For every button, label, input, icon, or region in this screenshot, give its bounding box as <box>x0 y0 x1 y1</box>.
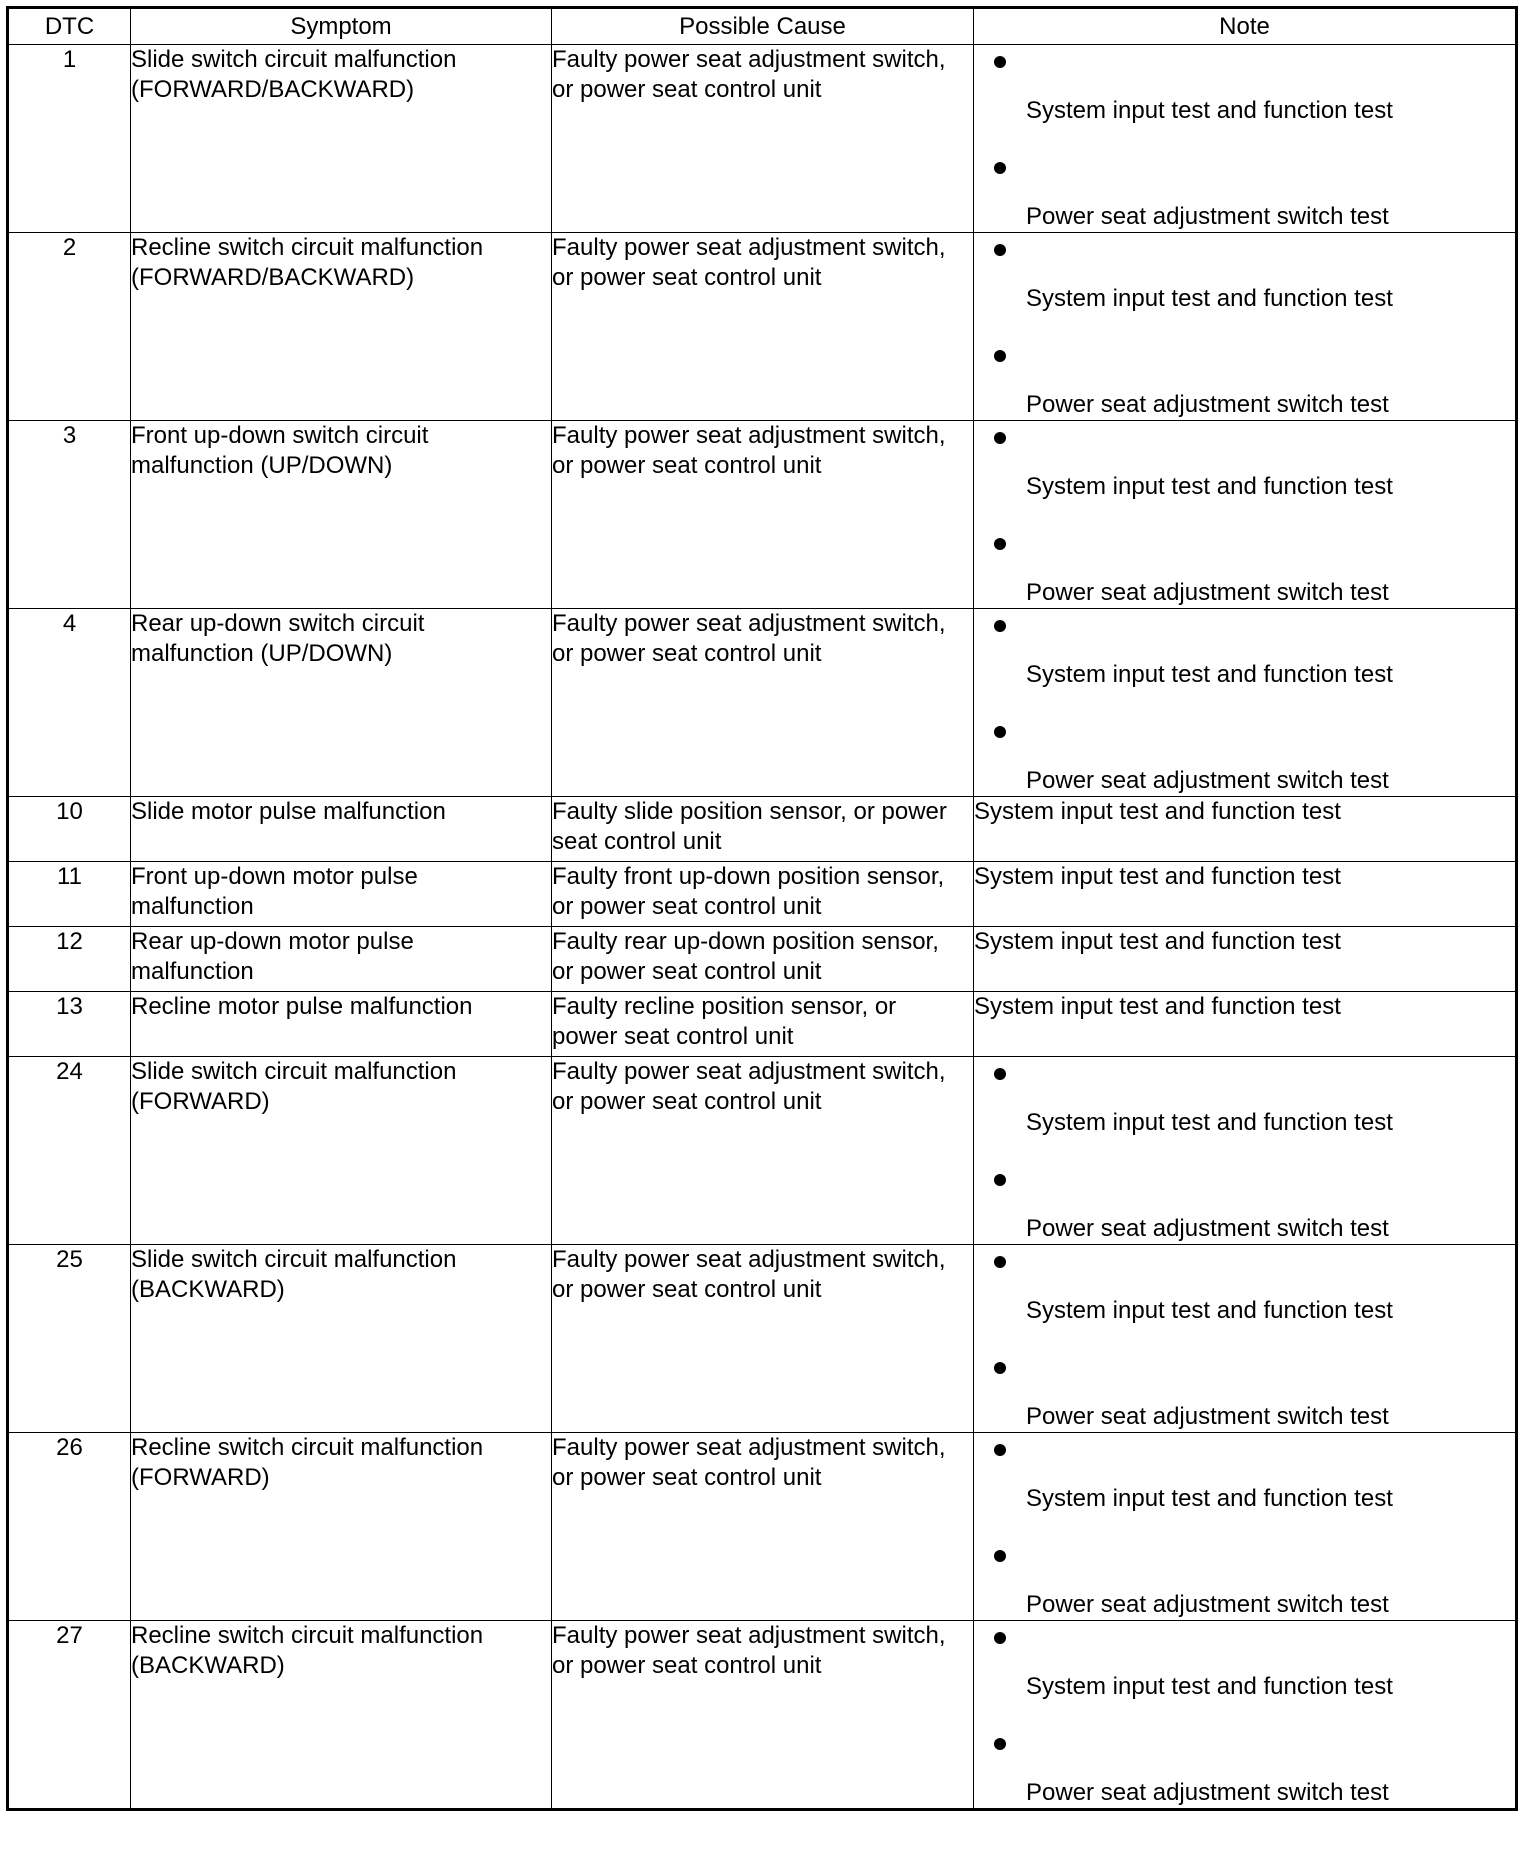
table-row <box>8 992 1517 1057</box>
cause-line: or power seat control unit <box>552 452 822 479</box>
note-item: Power seat adjustment switch test <box>1026 1215 1389 1242</box>
note-cell: System input test and function test <box>974 992 1517 1057</box>
note-cell: System input test and function test <box>974 862 1517 927</box>
symptom-line: Slide motor pulse malfunction <box>131 798 446 825</box>
symptom-line: Recline motor pulse malfunction <box>131 993 473 1020</box>
note-list <box>974 1245 1515 1432</box>
symptom-cell <box>131 233 552 421</box>
header-dtc: DTC <box>8 8 131 45</box>
dtc-table <box>6 6 1518 1811</box>
note-cell: System input test and function test <box>974 797 1517 862</box>
symptom-line: Recline switch circuit malfunction <box>131 1622 484 1649</box>
cause-line: Faulty front up-down position sensor, <box>552 863 945 890</box>
cause-line: or power seat control unit <box>552 76 822 103</box>
cause-line: Faulty power seat adjustment switch, <box>552 610 946 637</box>
cause-line: Faulty power seat adjustment switch, <box>552 422 946 449</box>
note-list <box>974 1057 1515 1244</box>
symptom-cell <box>131 1433 552 1621</box>
note-item: System input test and function test <box>1026 1297 1393 1324</box>
note-cell <box>974 1621 1517 1810</box>
bullet-icon <box>994 244 1006 256</box>
symptom-line: (BACKWARD) <box>131 1276 285 1303</box>
bullet-icon <box>994 1550 1006 1562</box>
symptom-cell <box>131 609 552 797</box>
cause-line: or power seat control unit <box>552 1464 822 1491</box>
symptom-cell <box>131 797 552 862</box>
table-row <box>8 421 1517 609</box>
symptom-line: (FORWARD/BACKWARD) <box>131 76 415 103</box>
dtc-code: 10 <box>8 797 131 862</box>
table-row <box>8 45 1517 233</box>
note-cell <box>974 233 1517 421</box>
dtc-code: 1 <box>8 45 131 233</box>
cause-cell <box>552 862 974 927</box>
bullet-icon <box>994 350 1006 362</box>
cause-cell <box>552 421 974 609</box>
cause-line: Faulty recline position sensor, or <box>552 993 897 1020</box>
symptom-cell <box>131 45 552 233</box>
cause-cell <box>552 1621 974 1810</box>
cause-cell <box>552 927 974 992</box>
bullet-icon <box>994 162 1006 174</box>
bullet-icon <box>994 56 1006 68</box>
bullet-icon <box>994 1738 1006 1750</box>
bullet-icon <box>994 1174 1006 1186</box>
dtc-code: 12 <box>8 927 131 992</box>
cause-cell <box>552 45 974 233</box>
bullet-icon <box>994 538 1006 550</box>
dtc-code: 13 <box>8 992 131 1057</box>
cause-line: or power seat control unit <box>552 1652 822 1679</box>
symptom-line: Front up-down motor pulse <box>131 863 418 890</box>
note-item: Power seat adjustment switch test <box>1026 203 1389 230</box>
note-item: Power seat adjustment switch test <box>1026 579 1389 606</box>
cause-line: power seat control unit <box>552 1023 794 1050</box>
symptom-line: Slide switch circuit malfunction <box>131 46 457 73</box>
note-item: System input test and function test <box>1026 285 1393 312</box>
symptom-line: (FORWARD) <box>131 1088 270 1115</box>
header-symptom: Symptom <box>131 8 552 45</box>
bullet-icon <box>994 432 1006 444</box>
cause-line: Faulty power seat adjustment switch, <box>552 1434 946 1461</box>
cause-line: or power seat control unit <box>552 893 822 920</box>
header-possible-cause: Possible Cause <box>552 8 974 45</box>
symptom-line: (FORWARD) <box>131 1464 270 1491</box>
cause-line: Faulty rear up-down position sensor, <box>552 928 939 955</box>
symptom-cell <box>131 992 552 1057</box>
note-item: Power seat adjustment switch test <box>1026 391 1389 418</box>
symptom-line: malfunction <box>131 893 254 920</box>
symptom-cell <box>131 927 552 992</box>
note-cell <box>974 421 1517 609</box>
table-row <box>8 609 1517 797</box>
cause-line: or power seat control unit <box>552 958 822 985</box>
note-item: System input test and function test <box>1026 1109 1393 1136</box>
note-item: Power seat adjustment switch test <box>1026 767 1389 794</box>
note-item: System input test and function test <box>1026 1673 1393 1700</box>
note-cell: System input test and function test <box>974 927 1517 992</box>
note-item: System input test and function test <box>1026 661 1393 688</box>
dtc-code: 2 <box>8 233 131 421</box>
symptom-line: (BACKWARD) <box>131 1652 285 1679</box>
note-item: System input test and function test <box>1026 473 1393 500</box>
note-list <box>974 1621 1515 1808</box>
bullet-icon <box>994 1444 1006 1456</box>
cause-cell <box>552 1057 974 1245</box>
symptom-cell <box>131 1057 552 1245</box>
note-item: Power seat adjustment switch test <box>1026 1779 1389 1806</box>
cause-line: Faulty power seat adjustment switch, <box>552 1246 946 1273</box>
note-item: Power seat adjustment switch test <box>1026 1591 1389 1618</box>
table-row <box>8 862 1517 927</box>
symptom-line: (FORWARD/BACKWARD) <box>131 264 415 291</box>
symptom-line: Slide switch circuit malfunction <box>131 1058 457 1085</box>
cause-line: seat control unit <box>552 828 722 855</box>
symptom-line: Recline switch circuit malfunction <box>131 234 484 261</box>
bullet-icon <box>994 726 1006 738</box>
cause-line: or power seat control unit <box>552 1276 822 1303</box>
cause-line: or power seat control unit <box>552 264 822 291</box>
note-list <box>974 421 1515 608</box>
note-list <box>974 609 1515 796</box>
header-note: Note <box>974 8 1517 45</box>
bullet-icon <box>994 1068 1006 1080</box>
bullet-icon <box>994 1632 1006 1644</box>
symptom-line: Slide switch circuit malfunction <box>131 1246 457 1273</box>
table-row <box>8 1433 1517 1621</box>
cause-line: Faulty slide position sensor, or power <box>552 798 947 825</box>
bullet-icon <box>994 1362 1006 1374</box>
dtc-code: 3 <box>8 421 131 609</box>
note-list <box>974 233 1515 420</box>
table-row <box>8 1621 1517 1810</box>
table-row <box>8 1245 1517 1433</box>
symptom-cell <box>131 1245 552 1433</box>
note-item: System input test and function test <box>1026 97 1393 124</box>
note-list <box>974 45 1515 232</box>
cause-line: Faulty power seat adjustment switch, <box>552 234 946 261</box>
cause-cell <box>552 1433 974 1621</box>
dtc-code: 27 <box>8 1621 131 1810</box>
dtc-code: 26 <box>8 1433 131 1621</box>
cause-cell <box>552 233 974 421</box>
dtc-code: 24 <box>8 1057 131 1245</box>
symptom-line: Rear up-down motor pulse <box>131 928 414 955</box>
note-cell <box>974 1057 1517 1245</box>
symptom-line: Front up-down switch circuit <box>131 422 429 449</box>
bullet-icon <box>994 1256 1006 1268</box>
note-cell <box>974 45 1517 233</box>
cause-cell <box>552 1245 974 1433</box>
note-cell <box>974 609 1517 797</box>
note-cell <box>974 1245 1517 1433</box>
symptom-cell <box>131 862 552 927</box>
symptom-line: malfunction <box>131 958 254 985</box>
symptom-cell <box>131 421 552 609</box>
table-body <box>8 45 1517 1810</box>
dtc-code: 4 <box>8 609 131 797</box>
dtc-code: 11 <box>8 862 131 927</box>
table-row <box>8 1057 1517 1245</box>
note-list <box>974 1433 1515 1620</box>
table-row <box>8 233 1517 421</box>
note-item: System input test and function test <box>1026 1485 1393 1512</box>
table-row <box>8 797 1517 862</box>
cause-line: Faulty power seat adjustment switch, <box>552 1058 946 1085</box>
cause-line: or power seat control unit <box>552 640 822 667</box>
cause-line: Faulty power seat adjustment switch, <box>552 1622 946 1649</box>
symptom-line: Rear up-down switch circuit <box>131 610 425 637</box>
note-item: Power seat adjustment switch test <box>1026 1403 1389 1430</box>
symptom-line: malfunction (UP/DOWN) <box>131 452 393 479</box>
symptom-line: malfunction (UP/DOWN) <box>131 640 393 667</box>
symptom-line: Recline switch circuit malfunction <box>131 1434 484 1461</box>
bullet-icon <box>994 620 1006 632</box>
symptom-cell <box>131 1621 552 1810</box>
cause-cell <box>552 797 974 862</box>
cause-cell <box>552 992 974 1057</box>
cause-line: Faulty power seat adjustment switch, <box>552 46 946 73</box>
dtc-code: 25 <box>8 1245 131 1433</box>
cause-cell <box>552 609 974 797</box>
note-cell <box>974 1433 1517 1621</box>
cause-line: or power seat control unit <box>552 1088 822 1115</box>
header-row <box>8 8 1517 45</box>
table-row <box>8 927 1517 992</box>
